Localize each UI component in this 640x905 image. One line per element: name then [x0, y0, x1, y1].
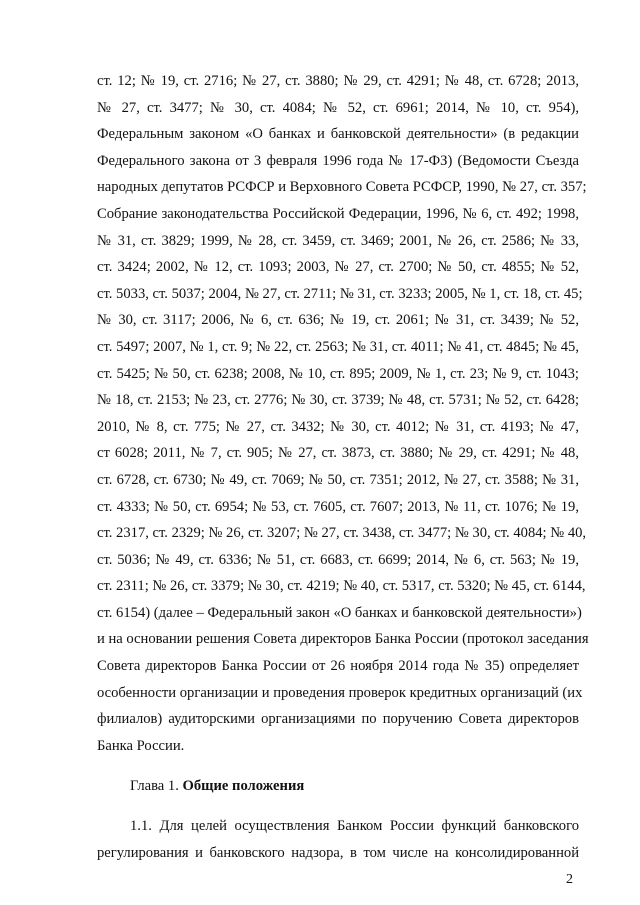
body-line-18: ст. 2317, ст. 2329; № 26, ст. 3207; № 27, ст. 3438, ст. 3477; № 30, ст. 4084; № 40, — [97, 525, 587, 542]
section-line-2: регулирования и банковского надзора, в том числе на консолидированной — [97, 844, 579, 861]
body-line-21: ст. 6154) (далее – Федеральный закон «О банках и банковской деятельности») — [97, 604, 582, 621]
page-number: 2 — [566, 872, 573, 887]
body-line-25: филиалов) аудиторскими организациями по поручению Совета директоров — [97, 711, 579, 728]
body-line-3: Федеральным законом «О банках и банковской деятельности» (в редакции — [97, 126, 579, 143]
chapter-title: Общие положения — [182, 778, 305, 794]
body-line-17: ст. 4333; № 50, ст. 6954; № 53, ст. 7605, ст. 7607; 2013, № 11, ст. 1076; № 19, — [97, 498, 579, 515]
body-line-8: ст. 3424; 2002, № 12, ст. 1093; 2003, № 27, ст. 2700; № 50, ст. 4855; № 52, — [97, 259, 579, 276]
body-line-10: № 30, ст. 3117; 2006, № 6, ст. 636; № 19, ст. 2061; № 31, ст. 3439; № 52, — [97, 312, 579, 329]
body-line-6: Собрание законодательства Российской Федерации, 1996, № 6, ст. 492; 1998, — [97, 205, 579, 222]
body-line-12: ст. 5425; № 50, ст. 6238; 2008, № 10, ст. 895; 2009, № 1, ст. 23; № 9, ст. 1043; — [97, 365, 579, 382]
body-line-22: и на основании решения Совета директоров Банка России (протокол заседания — [97, 631, 589, 648]
body-line-16: ст. 6728, ст. 6730; № 49, ст. 7069; № 50, ст. 7351; 2012, № 27, ст. 3588; № 31, — [97, 471, 579, 488]
section-line-1: 1.1. Для целей осуществления Банком России функций банковского — [130, 818, 579, 834]
body-paragraph — [97, 68, 589, 759]
body-line-4: Федерального закона от 3 февраля 1996 года № 17-ФЗ) (Ведомости Съезда — [97, 152, 579, 169]
body-line-9: ст. 5033, ст. 5037; 2004, № 27, ст. 2711; № 31, ст. 3233; 2005, № 1, ст. 18, ст. 45; — [97, 285, 583, 302]
body-line-19: ст. 5036; № 49, ст. 6336; № 51, ст. 6683, ст. 6699; 2014, № 6, ст. 563; № 19, — [97, 551, 579, 568]
body-line-15: ст 6028; 2011, № 7, ст. 905; № 27, ст. 3873, ст. 3880; № 29, ст. 4291; № 48, — [97, 445, 579, 462]
body-line-1: ст. 12; № 19, ст. 2716; № 27, ст. 3880; № 29, ст. 4291; № 48, ст. 6728; 2013, — [97, 73, 579, 89]
body-line-13: № 18, ст. 2153; № 23, ст. 2776; № 30, ст. 3739; № 48, ст. 5731; № 52, ст. 6428; — [97, 392, 579, 409]
section-paragraph — [97, 813, 579, 866]
chapter-prefix: Глава 1. — [130, 778, 179, 794]
body-line-2: № 27, ст. 3477; № 30, ст. 4084; № 52, ст. 6961; 2014, № 10, ст. 954), — [97, 99, 579, 116]
body-line-24: особенности организации и проведения проверок кредитных организаций (их — [97, 684, 583, 701]
body-line-11: ст. 5497; 2007, № 1, ст. 9; № 22, ст. 2563; № 31, ст. 4011; № 41, ст. 4845; № 45, — [97, 338, 579, 355]
body-line-7: № 31, ст. 3829; 1999, № 28, ст. 3459, ст. 3469; 2001, № 26, ст. 2586; № 33, — [97, 232, 579, 249]
chapter-heading — [130, 773, 304, 799]
body-line-14: 2010, № 8, ст. 775; № 27, ст. 3432; № 30, ст. 4012; № 31, ст. 4193; № 47, — [97, 418, 579, 435]
body-line-20: ст. 2311; № 26, ст. 3379; № 30, ст. 4219; № 40, ст. 5317, ст. 5320; № 45, ст. 6144, — [97, 578, 586, 595]
body-line-26: Банка России. — [97, 737, 185, 754]
body-line-5: народных депутатов РСФСР и Верховного Совета РСФСР, 1990, № 27, ст. 357; — [97, 179, 587, 196]
body-line-23: Совета директоров Банка России от 26 ноября 2014 года № 35) определяет — [97, 658, 579, 675]
